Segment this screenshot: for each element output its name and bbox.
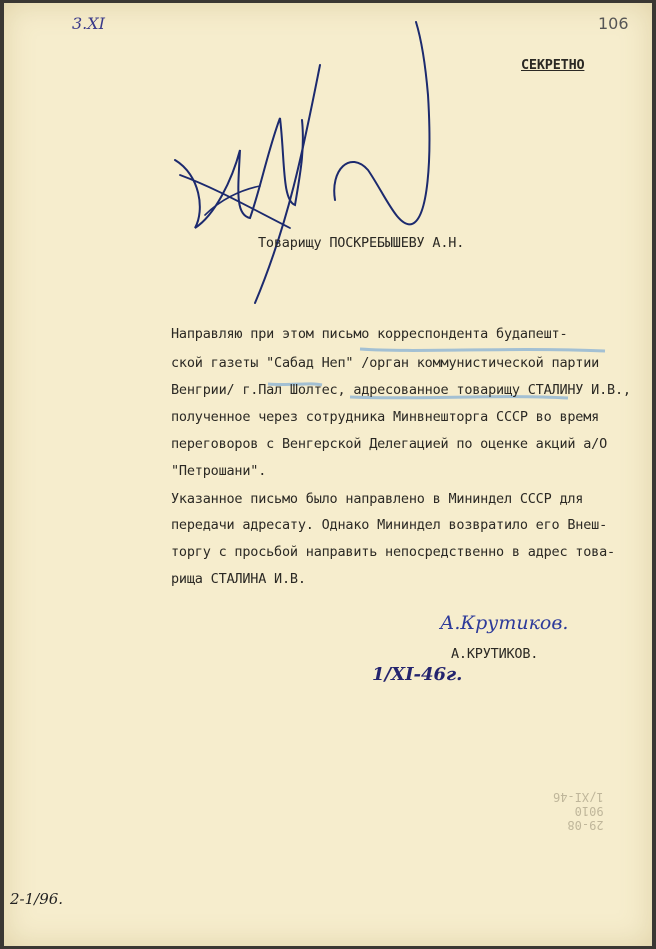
body-line: полученное через сотрудника Минвнешторга СССР во время [171,409,600,425]
body-line: переговоров с Венгерской Делегацией по оценке акций а/О [171,436,608,452]
body-line: торгу с просьбой направить непосредственно в адрес това- [171,544,615,560]
body-line: "Петрошани". [171,463,267,479]
body-line: передачи адресату. Однако Мининдел возвратило его Внеш- [171,517,608,533]
body-line: Направляю при этом письмо корреспондента будапешт- [171,326,568,342]
classification-stamp: СЕКРЕТНО [521,57,585,73]
archive-stamp [553,790,604,832]
body-line: Венгрии/ г.Пал Шолтес, адресованное товарищу СТАЛИНУ И.В., [171,382,631,398]
corner-mark: 3.XI [72,14,105,33]
addressee: Товарищу ПОСКРЕБЫШЕВУ А.Н. [258,235,465,251]
page-number: 106 [598,14,629,33]
stamp-line: 9010 [574,804,604,818]
signatory-name: А.КРУТИКОВ. [451,646,539,662]
handwritten-signature: А.Крутиков. [440,612,569,634]
archive-number: 2-1/96. [10,890,64,908]
body-line: рища СТАЛИНА И.В. [171,571,306,587]
stamp-line: 1/XI-46 [553,790,604,804]
handwritten-date: 1/XI-46г. [372,664,463,685]
stamp-line: 29-08 [567,818,604,832]
body-line: Указанное письмо было направлено в Mининдел СССР для [171,491,584,507]
body-line: ской газеты "Сабад Неп" /орган коммунистической партии [171,355,600,371]
